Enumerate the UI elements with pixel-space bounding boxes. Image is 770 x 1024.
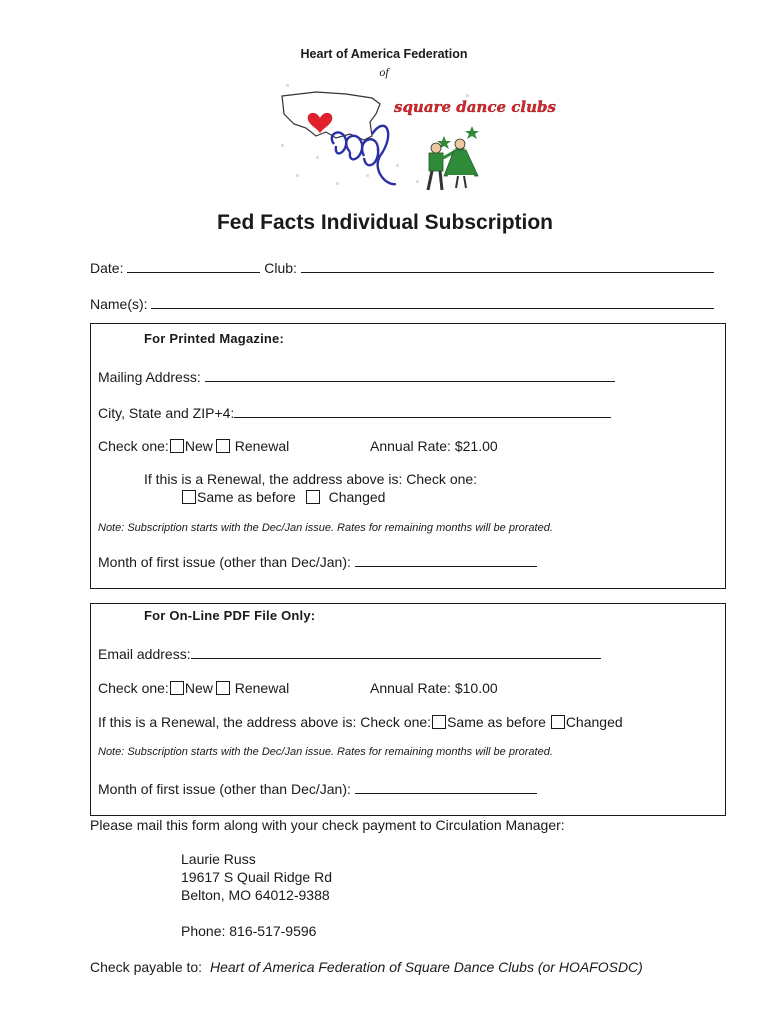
mailing-row <box>98 367 615 385</box>
payable-to: Heart of America Federation of Square Dance Clubs (or HOAFOSDC) <box>209 959 643 975</box>
logo-of: of <box>379 65 389 79</box>
city-row <box>98 403 611 421</box>
printed-annual-rate: Annual Rate: $21.00 <box>370 438 498 454</box>
printed-renewal-checkbox[interactable] <box>216 439 230 453</box>
manager-phone: Phone: 816-517-9596 <box>181 923 317 939</box>
manager-name: Laurie Russ <box>181 851 256 867</box>
online-renewal-checkbox[interactable] <box>216 681 230 695</box>
printed-renewal-question: If this is a Renewal, the address above is: Check one: <box>144 471 478 487</box>
printed-new-checkbox[interactable] <box>170 439 184 453</box>
email-label: Email address: <box>98 646 191 662</box>
printed-changed-checkbox[interactable] <box>306 490 320 504</box>
manager-city: Belton, MO 64012-9388 <box>181 887 330 903</box>
printed-new-label: New <box>184 438 213 454</box>
names-label: Name(s): <box>90 296 148 312</box>
online-changed-label: Changed <box>565 714 623 730</box>
payable-row <box>90 959 643 975</box>
names-field[interactable] <box>151 294 714 309</box>
printed-check-row <box>98 438 289 454</box>
mailing-label: Mailing Address: <box>98 369 201 385</box>
online-month-label: Month of first issue (other than Dec/Jan): <box>98 781 351 797</box>
online-month-row <box>98 779 537 797</box>
city-state-zip-field[interactable] <box>234 403 611 418</box>
manager-street: 19617 S Quail Ridge Rd <box>181 869 332 885</box>
club-label: Club: <box>264 260 297 276</box>
printed-note: Note: Subscription starts with the Dec/Jan issue. Rates for remaining months will be prorated. <box>98 522 553 534</box>
printed-month-field[interactable] <box>355 552 537 567</box>
mail-instruction: Please mail this form along with your check payment to Circulation Manager: <box>90 817 565 833</box>
printed-same-checkbox[interactable] <box>182 490 196 504</box>
printed-month-row <box>98 552 537 570</box>
printed-month-label: Month of first issue (other than Dec/Jan): <box>98 554 351 570</box>
date-field[interactable] <box>127 258 260 273</box>
date-label: Date: <box>90 260 124 276</box>
online-month-field[interactable] <box>355 779 537 794</box>
printed-changed-label: Changed <box>328 489 386 505</box>
online-note: Note: Subscription starts with the Dec/Jan issue. Rates for remaining months will be prorated. <box>98 746 553 758</box>
mailing-address-field[interactable] <box>205 367 615 382</box>
online-check-one-label: Check one: <box>98 680 169 696</box>
printed-magazine-section <box>90 323 726 589</box>
email-field[interactable] <box>191 644 601 659</box>
online-check-row <box>98 680 289 696</box>
printed-check-one-label: Check one: <box>98 438 169 454</box>
online-renewal-question: If this is a Renewal, the address above is: Check one: <box>98 714 432 730</box>
logo-club-name: square dance clubs <box>394 98 556 116</box>
names-row <box>90 294 714 312</box>
federation-logo <box>276 44 556 196</box>
payable-label: Check payable to: <box>90 959 203 975</box>
online-annual-rate: Annual Rate: $10.00 <box>370 680 498 696</box>
printed-heading: For Printed Magazine: <box>144 331 284 346</box>
printed-renewal-options <box>181 489 385 505</box>
email-row <box>98 644 601 662</box>
online-heading: For On-Line PDF File Only: <box>144 608 316 623</box>
online-renewal-label: Renewal <box>234 680 290 696</box>
date-row <box>90 258 714 276</box>
city-label: City, State and ZIP+4: <box>98 405 235 421</box>
online-new-label: New <box>184 680 213 696</box>
online-new-checkbox[interactable] <box>170 681 184 695</box>
online-same-label: Same as before <box>447 714 546 730</box>
online-changed-checkbox[interactable] <box>551 715 565 729</box>
online-same-checkbox[interactable] <box>432 715 446 729</box>
page-title: Fed Facts Individual Subscription <box>216 211 554 234</box>
club-field[interactable] <box>301 258 714 273</box>
printed-renewal-label: Renewal <box>234 438 290 454</box>
printed-same-label: Same as before <box>197 489 296 505</box>
online-renewal-row <box>98 714 623 730</box>
logo-title: Heart of America Federation <box>300 47 468 61</box>
